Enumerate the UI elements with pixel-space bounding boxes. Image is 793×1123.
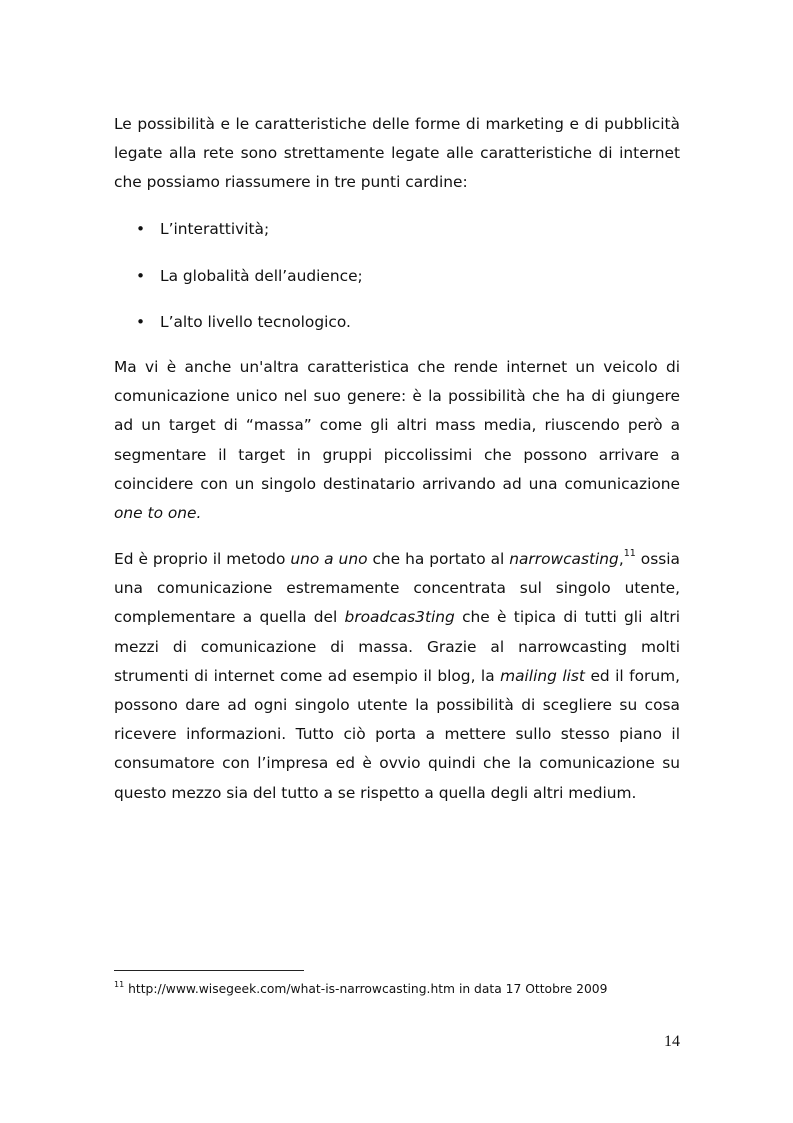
footnote-number: 11 bbox=[114, 979, 125, 989]
paragraph-3-text: che ha portato al bbox=[372, 550, 505, 568]
paragraph-2-text: Ma vi è anche un'altra caratteristica che rende internet un veicolo di comunicazione unico nel suo genere: è la possibilità che ha di giungere ad un target di “massa” come gli altri mass media, riuscendo però a segmentare il target in gruppi piccolissimi che possono arrivare a coincidere con un singolo destinatario arrivando ad una comunicazione bbox=[114, 358, 680, 493]
footnote bbox=[114, 980, 714, 998]
footnote-separator bbox=[114, 970, 304, 971]
list-item bbox=[136, 307, 676, 337]
list-item-text: La globalità dell’audience; bbox=[160, 266, 363, 285]
bullet-icon: • bbox=[136, 266, 146, 285]
paragraph-3-text: che è tipica di tutti gli altri mezzi di comunicazione di massa. Grazie al narrowcasting molti strumenti di internet come ad esempio il blog, la bbox=[114, 608, 680, 685]
paragraph-3-text: , bbox=[618, 550, 624, 568]
list-item bbox=[136, 214, 676, 244]
paragraph-2-italic: one to one. bbox=[114, 504, 202, 523]
page-number: 14 bbox=[664, 1033, 680, 1050]
list-item-text: L’interattività; bbox=[160, 220, 270, 238]
paragraph-3-italic: broadcas3ting bbox=[344, 608, 455, 627]
paragraph-3-italic: mailing list bbox=[500, 666, 585, 685]
list-item-text: L’alto livello tecnologico. bbox=[160, 313, 351, 331]
paragraph-3 bbox=[114, 545, 680, 808]
list-item bbox=[136, 261, 676, 291]
footnote-text[interactable]: http://www.wisegeek.com/what-is-narrowcasting.htm in data 17 Ottobre 2009 bbox=[128, 982, 608, 996]
footnote-reference[interactable]: 11 bbox=[623, 547, 636, 559]
paragraph-3-italic: uno a uno bbox=[290, 550, 368, 568]
paragraph-3-italic: narrowcasting bbox=[509, 550, 619, 568]
bullet-list bbox=[136, 214, 676, 354]
bullet-icon: • bbox=[136, 313, 146, 331]
paragraph-3-text: ed il forum, possono dare ad ogni singolo utente la possibilità di scegliere su cosa ricevere informazioni. Tutto ciò porta a mettere sullo stesso piano il consumatore con l’impresa ed è ovvio quindi che la comunicazione su questo mezzo sia del tutto a se rispetto a quella degli altri medium. bbox=[114, 666, 680, 802]
paragraph-3-text: Ed è proprio il metodo bbox=[114, 550, 286, 568]
paragraph-2 bbox=[114, 353, 680, 528]
paragraph-3-text: ossia una comunicazione estremamente concentrata sul singolo utente, complementare a quella del bbox=[114, 550, 680, 627]
bullet-icon: • bbox=[136, 220, 146, 238]
paragraph-1: Le possibilità e le caratteristiche delle forme di marketing e di pubblicità legate alla rete sono strettamente legate alle caratteristiche di internet che possiamo riassumere in tre punti cardine: bbox=[114, 115, 680, 192]
